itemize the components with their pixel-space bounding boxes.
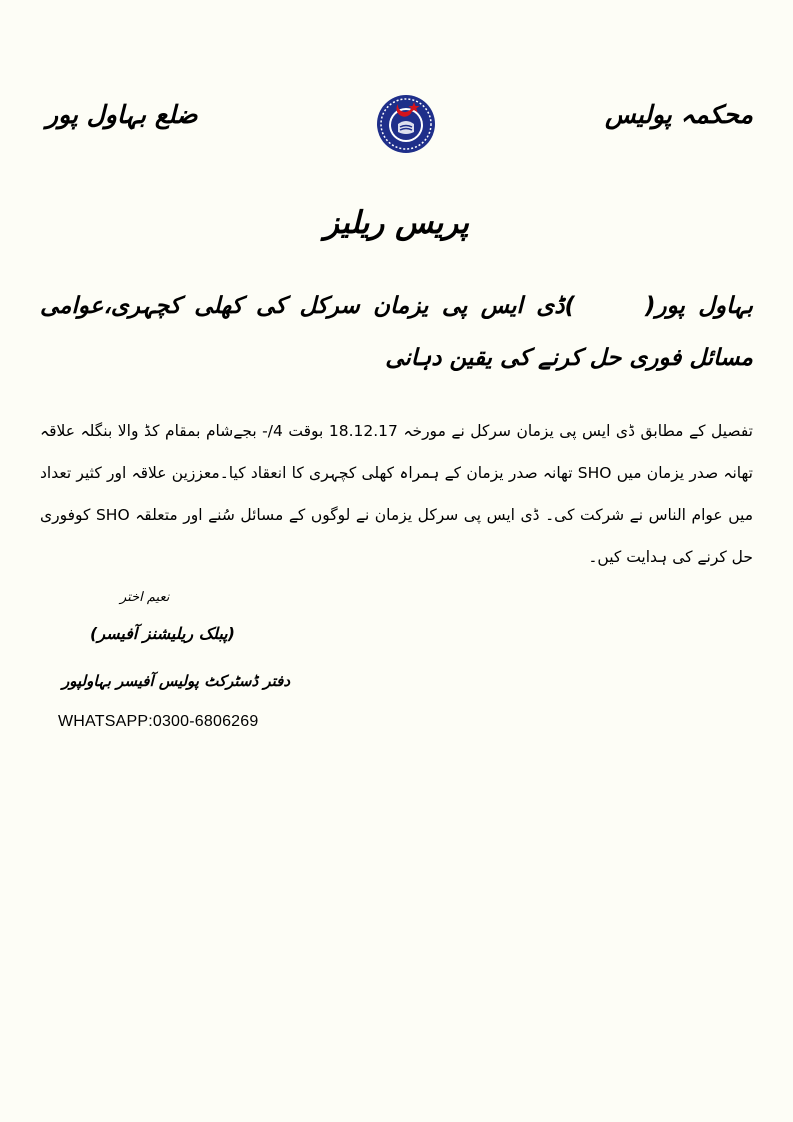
headline-text: )ڈی ایس پی یزمان سرکل کی کھلی کچہری،عوامی مسائل فوری حل کرنے کی یقین دہانی <box>40 293 753 371</box>
whatsapp-contact: WHATSAPP:0300-6806269 <box>58 713 259 730</box>
department-heading: محکمہ پولیس <box>604 100 753 129</box>
district-heading: ضلع بہاول پور <box>46 100 198 129</box>
signer-role: (پبلک ریلیشنز آفیسر) <box>90 624 235 643</box>
police-emblem-logo <box>376 94 436 154</box>
headline-location: بہاول پور( <box>645 293 753 319</box>
body-paragraph: تفصیل کے مطابق ڈی ایس پی یزمان سرکل نے مورخہ 18.12.17 بوقت 4/- بجےشام بمقام کڈ والا بنگلہ علاقہ تھانہ صدر یزمان میں SHO تھانہ صدر یزمان کے ہمراہ کھلی کچہری کا انعقاد کیا۔معززین علاقہ اور کثیر تعداد میں عوام الناس نے شرکت کی۔ ڈی ایس پی سرکل یزمان نے لوگوں کے مسائل سُنے اور متعلقہ SHO کوفوری حل کرنے کی ہدایت کیں۔ <box>40 422 753 566</box>
signer-office: دفتر ڈسٹرکٹ پولیس آفیسر بہاولپور <box>62 672 290 690</box>
headline <box>40 280 753 384</box>
press-release-title: پریس ریلیز <box>324 205 469 241</box>
signer-name: نعیم اختر <box>120 590 170 605</box>
